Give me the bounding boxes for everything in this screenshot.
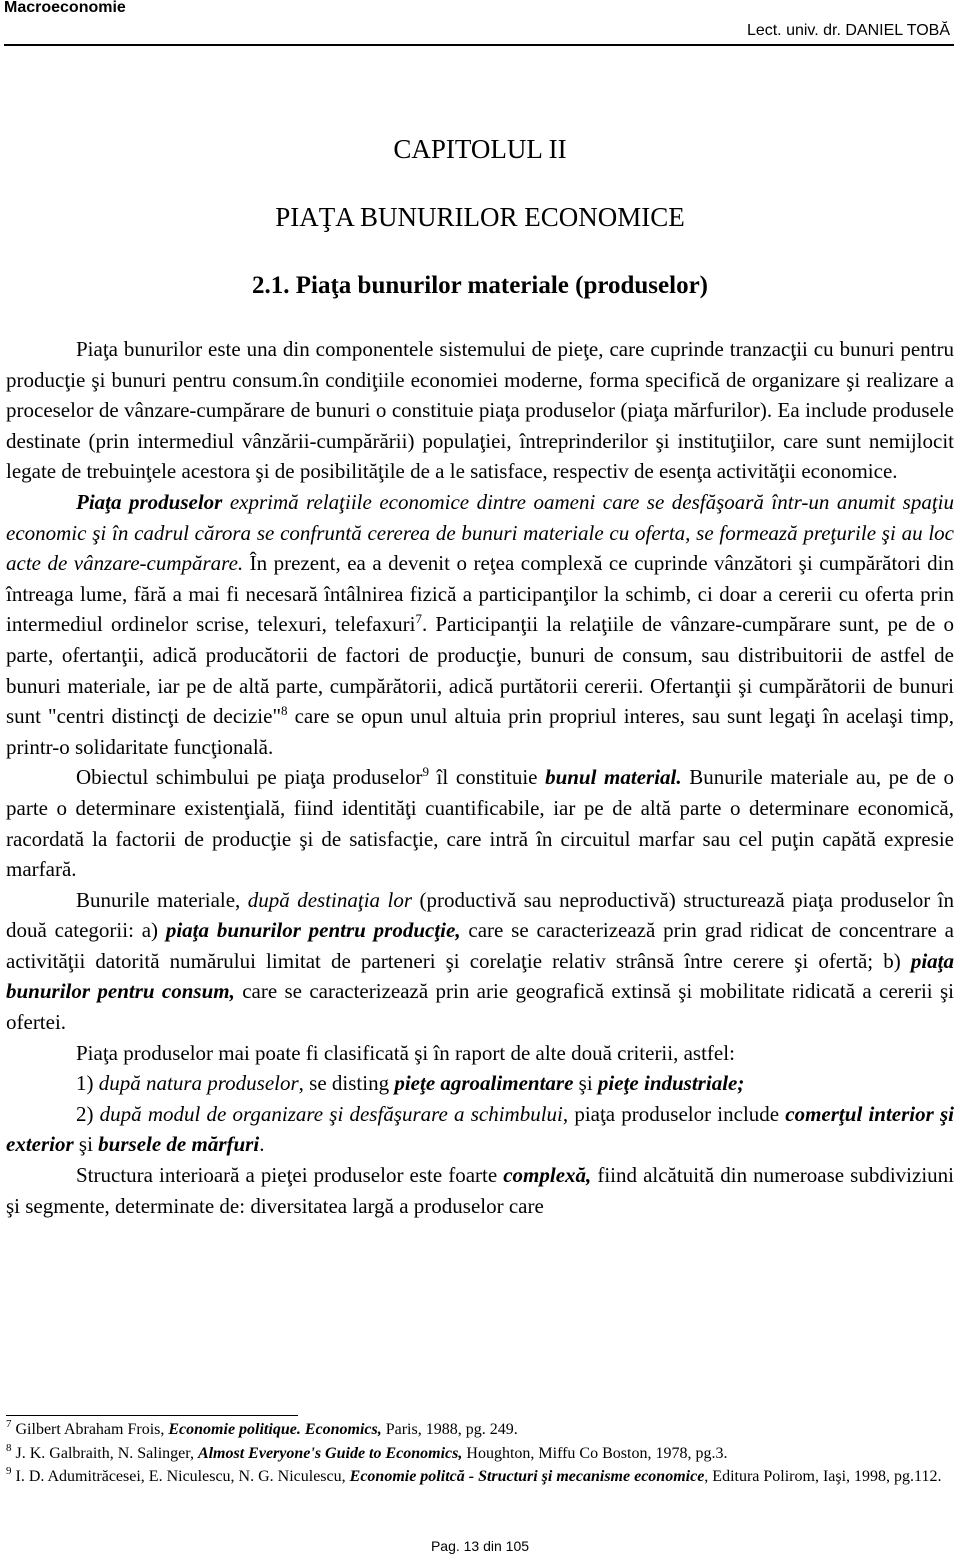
paragraph-text: Structura interioară a pieţei produselor este foarte xyxy=(76,1163,504,1188)
paragraph-text: Bunurile materiale au, pe de o parte o determinare existenţială, fiind identităţi cuantificabile, iar pe de altă parte o determinare economică, racordată la factorii de producţie şi de satisfacţie, care intră în circuitul marfar sau cel puţin capătă expresie marfară. xyxy=(6,765,954,882)
paragraph-text: . Participanţii la relaţiile de vânzare-cumpărare sunt, pe de o parte, ofertanţii, adică producătorii de factori de producţie, bunuri de consum, sau distribuitorii de astfel de bunuri materiale, iar pe de altă parte, cumpărătorii, adică purtătorii cererii. Ofertanţii şi cumpărătorii de bunuri sunt "centri distincţi de decizie" xyxy=(6,612,954,729)
footnote-book-title: Economie politique. Economics, xyxy=(168,1421,382,1438)
emphasis-burse: bursele de mărfuri xyxy=(98,1132,260,1157)
definition-text: exprimă relaţiile economice dintre oameni care se desfăşoară într-un anumit spaţiu economic şi în cadrul cărora se confruntă cererea de bunuri materiale cu oferta, se formează preţurile şi au loc acte de vânzare-cumpărare. xyxy=(6,489,954,576)
emphasis-bunul-material: bunul material. xyxy=(545,765,682,790)
paragraph-text: îl constituie xyxy=(428,765,546,790)
paragraph-text: care se caracterizează prin arie geografică extinsă şi mobilitate ridicată a cererii şi ofertei. xyxy=(6,979,954,1035)
paragraph-text: care se caracterizează prin grad ridicat de concentrare a activităţii datorită numărului limitat de parteneri şi corelaţie relativ strânsă între cerere şi ofertă; b) xyxy=(6,918,954,973)
emphasis-consum: piaţa bunurilor pentru consum, xyxy=(6,948,954,1004)
footnote-book-title: Economie politcă - Structuri şi mecanisme economice xyxy=(349,1468,705,1485)
paragraph-5 xyxy=(6,1038,954,1069)
emphasis-comert: comerţul interior şi exterior xyxy=(6,1101,954,1157)
paragraph-text: Bunurile materiale, xyxy=(76,887,248,912)
paragraph-4 xyxy=(6,885,954,1038)
paragraph-text: Obiectul schimbului pe piaţa produselor xyxy=(76,765,423,790)
list-number: 2) xyxy=(76,1101,100,1126)
italic-phrase: după modul de organizare şi desfăşurare a schimbului xyxy=(99,1101,563,1126)
paragraph-text: fiind alcătuită din numeroase subdiviziuni şi segmente, determinate de: diversitatea largă a produselor care xyxy=(6,1163,954,1218)
paragraph-text: (productivă sau neproductivă) structurează piaţa produselor în două categorii: a) xyxy=(6,887,954,943)
footnote-text: J. K. Galbraith, N. Salinger, xyxy=(11,1444,198,1462)
footnote-number: 9 xyxy=(6,1465,12,1477)
footnote-number: 8 xyxy=(6,1441,12,1454)
paragraph-text: , se disting xyxy=(298,1071,395,1096)
footnote-text: Houghton, Miffu Co Boston, 1978, pg.3. xyxy=(462,1444,728,1462)
footnote-book-title: Almost Everyone's Guide to Economics, xyxy=(197,1444,463,1462)
footnote-9 xyxy=(6,1465,954,1489)
footnote-7 xyxy=(6,1418,954,1442)
term-piata-produselor: Piaţa produselor xyxy=(76,489,223,514)
footnote-ref-9: 9 xyxy=(422,764,429,780)
emphasis-agroalimentare: pieţe agroalimentare xyxy=(394,1071,574,1096)
footnote-text: Paris, 1988, pg. 249. xyxy=(381,1421,518,1438)
footnote-text: Gilbert Abraham Frois, xyxy=(11,1421,169,1438)
paragraph-text: şi xyxy=(73,1132,99,1157)
paragraph-8 xyxy=(6,1160,954,1221)
emphasis-complexa: complexă, xyxy=(503,1163,592,1188)
header-divider xyxy=(4,44,954,46)
list-number: 1) xyxy=(76,1071,99,1096)
paragraph-3 xyxy=(6,762,954,884)
paragraph-1 xyxy=(6,334,954,487)
page-number: Pag. 13 din 105 xyxy=(430,1538,530,1554)
author-name: Lect. univ. dr. DANIEL TOBĂ xyxy=(746,22,950,39)
paragraph-text: . xyxy=(259,1132,265,1157)
paragraph-text: care se opun unul altuia prin propriul interes, sau sunt legaţi în acelaşi timp, printr-o solidaritate funcţională. xyxy=(6,704,954,759)
footnote-ref-8: 8 xyxy=(281,703,288,719)
footnote-8 xyxy=(6,1442,954,1466)
chapter-title: PIAŢA BUNURILOR ECONOMICE xyxy=(275,202,685,232)
italic-phrase: după destinaţia lor xyxy=(247,887,413,912)
course-title: Macroeconomie xyxy=(4,0,126,16)
list-item-2 xyxy=(6,1099,954,1160)
section-title: 2.1. Piaţa bunurilor materiale (produselor) xyxy=(252,272,708,299)
paragraph-2 xyxy=(6,487,954,762)
paragraph-text: Piaţa bunurilor este una din componentele sistemului de pieţe, care cuprinde tranzacţii cu bunuri pentru producţie şi bunuri pentru consum.în condiţiile economiei moderne, forma specifică de organizare şi realizare a proceselor de vânzare-cumpărare de bunuri o constituie piaţa produselor (piaţa mărfurilor). Ea include produsele destinate (prin intermediul vânzării-cumpărării) populaţiei, întreprinderilor şi instituţiilor, care sunt nemijlocit legate de trebuinţele acestora şi de posibilităţile de a le satisface, respectiv de esenţa activităţii economice. xyxy=(6,337,954,484)
footnote-number: 7 xyxy=(6,1418,12,1430)
paragraph-text: Piaţa produselor mai poate fi clasificată şi în raport de alte două criterii, astfel: xyxy=(76,1040,735,1065)
footnote-divider xyxy=(6,1415,298,1416)
footnote-text: I. D. Adumitrăcesei, E. Niculescu, N. G. Niculescu, xyxy=(11,1468,350,1485)
paragraph-text: şi xyxy=(573,1071,598,1096)
chapter-label: CAPITOLUL II xyxy=(393,134,567,164)
emphasis-productie: piaţa bunurilor pentru producţie, xyxy=(165,918,461,943)
list-item-1 xyxy=(6,1068,954,1099)
footnote-ref-7: 7 xyxy=(415,611,422,627)
footnote-text: , Editura Polirom, Iaşi, 1998, pg.112. xyxy=(704,1468,942,1485)
document-body xyxy=(6,334,954,1221)
footnotes xyxy=(6,1418,954,1489)
emphasis-industriale: pieţe industriale; xyxy=(597,1071,745,1096)
paragraph-text: , piaţa produselor include xyxy=(562,1101,786,1126)
paragraph-text: În prezent, ea a devenit o reţea complexă ce cuprinde vânzători şi cumpărători din întreaga lume, fără a mai fi necesară întâlnirea fizică a participanţilor la schimb, ci doar a cererii cu oferta prin intermediul ordinelor scrise, telexuri, telefaxuri xyxy=(6,551,954,637)
italic-phrase: după natura produselor xyxy=(98,1071,299,1096)
